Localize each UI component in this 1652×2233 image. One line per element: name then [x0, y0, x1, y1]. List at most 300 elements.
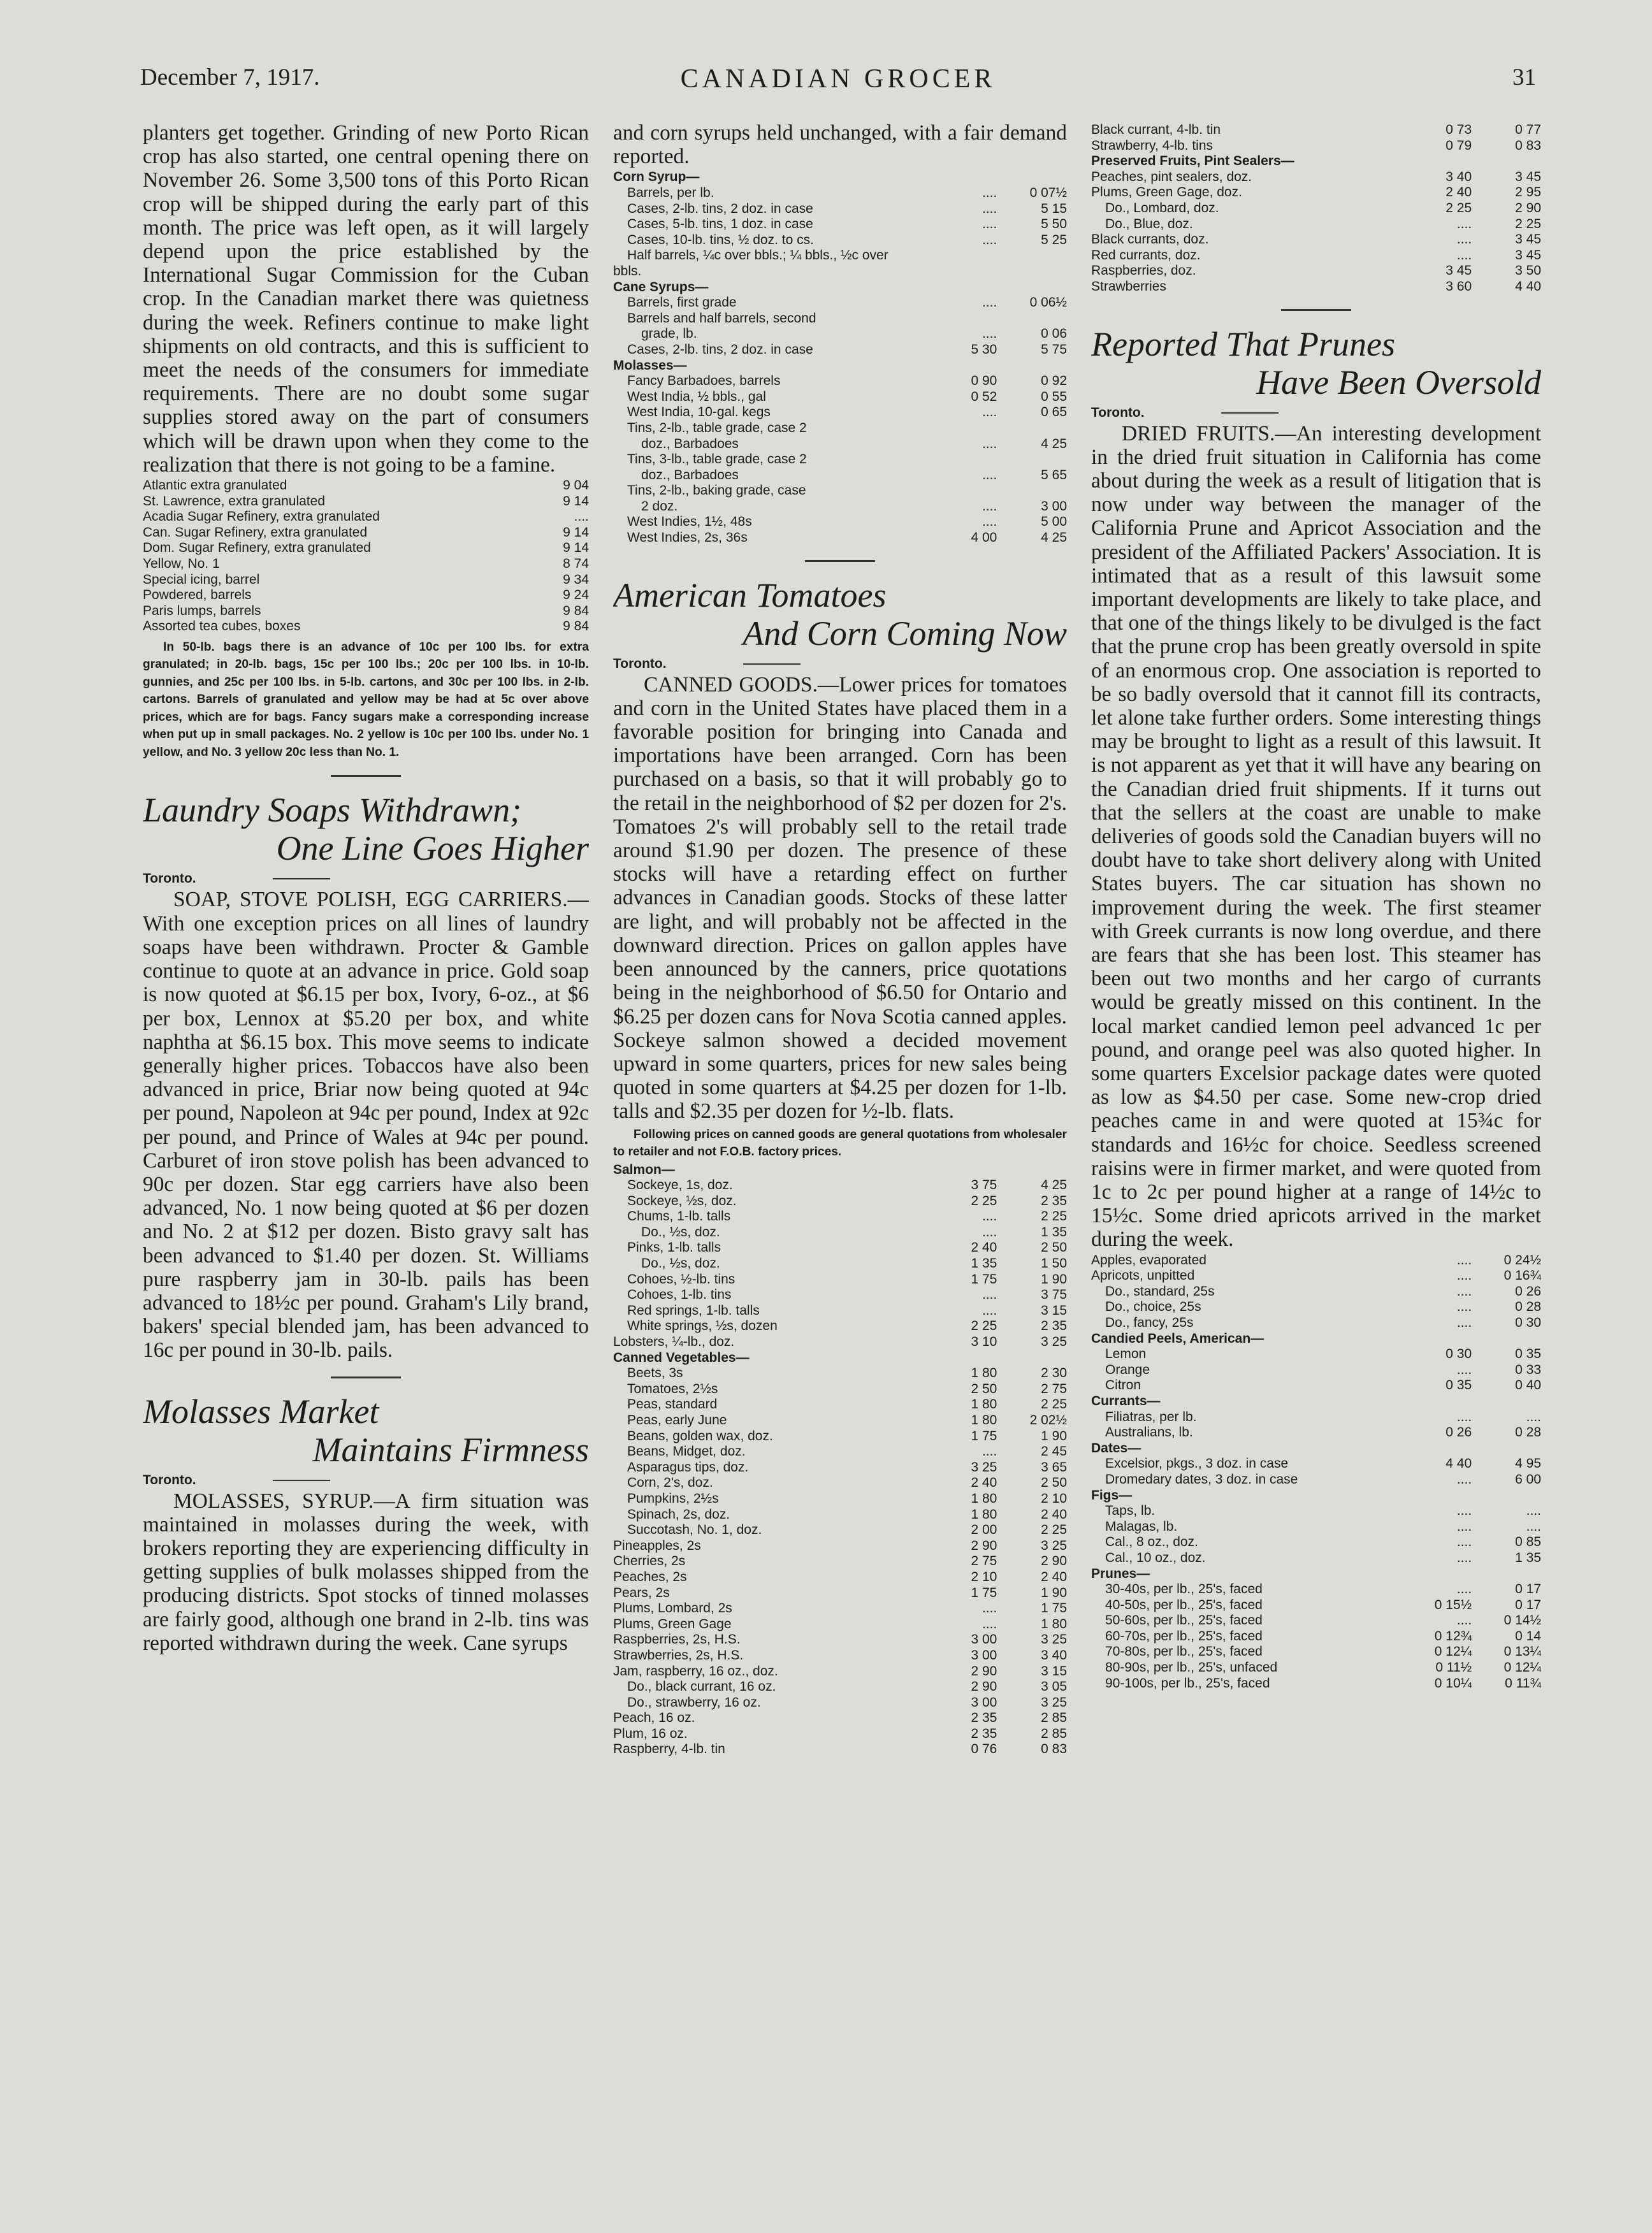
price-low: 0 30: [1446, 1347, 1472, 1362]
price-high: 2 02½: [1029, 1413, 1067, 1428]
price-low: 3 40: [1446, 169, 1472, 184]
price-item-name: Tomatoes, 2½s: [627, 1381, 718, 1396]
price-item-name: Orange: [1105, 1362, 1150, 1377]
price-high: 0 28: [1515, 1425, 1541, 1440]
price-low: 5 30: [971, 342, 997, 357]
price-row: [613, 1350, 1067, 1366]
price-low: ....: [1456, 1362, 1472, 1377]
price-low: ....: [1456, 232, 1472, 247]
price-row: [613, 499, 1067, 515]
price-row: [613, 1444, 1067, 1460]
price-low: [940, 1350, 1004, 1366]
price-item-name: Chums, 1-lb. talls: [627, 1209, 731, 1224]
price-item-name: Do., ½s, doz.: [641, 1224, 720, 1239]
price-high: 0 65: [1041, 405, 1067, 420]
price-high: ....: [574, 509, 589, 524]
divider: [1281, 309, 1351, 311]
price-low: 0 52: [971, 389, 997, 404]
price-item-name: Do., Blue, doz.: [1105, 216, 1193, 231]
price-high: 1 50: [1041, 1256, 1067, 1271]
price-high: [1478, 1566, 1541, 1582]
price-row: [613, 201, 1067, 217]
price-item-name: Plums, Green Gage: [613, 1616, 732, 1631]
price-row: [1091, 217, 1541, 233]
price-high: 4 95: [1515, 1456, 1541, 1471]
price-row: [613, 1429, 1067, 1445]
price-high: 0 92: [1041, 373, 1067, 389]
price-item-name: Jam, raspberry, 16 oz., doz.: [613, 1663, 778, 1679]
price-item-name: Acadia Sugar Refinery, extra granulated: [143, 509, 380, 524]
price-high: 0 06½: [1029, 295, 1067, 310]
price-high: 0 14½: [1503, 1613, 1541, 1628]
price-item-name: Cases, 10-lb. tins, ½ doz. to cs.: [627, 232, 814, 247]
price-low: 2 90: [971, 1663, 997, 1679]
price-row: [143, 588, 589, 603]
molasses-dateline-text: Toronto.: [143, 1472, 196, 1487]
price-high: 6 00: [1515, 1471, 1541, 1487]
price-high: 2 85: [1041, 1710, 1067, 1726]
price-item-name: Corn Syrup—: [613, 170, 700, 185]
price-row: [1091, 1441, 1541, 1457]
price-row: [1091, 185, 1541, 201]
price-row: [143, 525, 589, 541]
price-low: 2 25: [1446, 200, 1472, 215]
price-low: [464, 509, 526, 525]
tomatoes-dateline: [613, 655, 1067, 673]
price-item-name: Special icing, barrel: [143, 572, 260, 587]
price-row: [1091, 1566, 1541, 1582]
price-low: 3 00: [971, 1632, 997, 1647]
price-row: [1091, 1629, 1541, 1645]
canned-goods-note: Following prices on canned goods are general quotations from wholesaler to retailer and not F.O.B. factory prices.: [613, 1127, 1067, 1159]
price-high: 2 35: [1041, 1193, 1067, 1208]
price-item-name: Raspberries, 2s, H.S.: [613, 1632, 741, 1647]
price-item-name: Beans, golden wax, doz.: [627, 1428, 773, 1443]
price-item-name: West India, ½ bbls., gal: [627, 389, 766, 404]
price-item-name: Do., standard, 25s: [1105, 1283, 1215, 1299]
price-row: [613, 1256, 1067, 1272]
price-item-name: Cases, 2-lb. tins, 2 doz. in case: [627, 342, 813, 357]
price-row: [613, 514, 1067, 530]
price-item-name: Cane Syrups—: [613, 279, 709, 294]
price-item-name: Figs—: [1091, 1487, 1133, 1503]
price-row: [613, 1225, 1067, 1241]
price-high: 9 84: [563, 619, 589, 634]
price-row: [613, 1538, 1067, 1554]
price-low: ....: [982, 498, 997, 514]
price-low: 3 10: [971, 1334, 997, 1350]
price-row: [143, 603, 589, 619]
price-item-name: Barrels, per lb.: [627, 185, 714, 200]
price-high: 2 35: [1041, 1319, 1067, 1334]
sugar-price-table: [143, 478, 589, 635]
price-item-name: Cohoes, ½-lb. tins: [627, 1271, 735, 1287]
price-low: 2 10: [971, 1569, 997, 1584]
price-low: 1 75: [971, 1428, 997, 1443]
price-low: 0 90: [971, 373, 997, 389]
price-row: [613, 405, 1067, 421]
price-row: [613, 1162, 1067, 1178]
price-low: 1 80: [971, 1491, 997, 1506]
price-high: 1 90: [1041, 1428, 1067, 1443]
price-row: [613, 342, 1067, 358]
price-row: [613, 1554, 1067, 1570]
price-low: [940, 311, 1004, 327]
price-row: [1091, 1535, 1541, 1550]
prunes-headline-line-1: Reported That Prunes: [1091, 324, 1395, 363]
price-low: 2 25: [971, 1193, 997, 1208]
price-row: [143, 509, 589, 525]
price-low: 3 00: [971, 1647, 997, 1663]
price-item-name: Black currant, 4-lb. tin: [1091, 122, 1221, 137]
price-high: 3 25: [1041, 1695, 1067, 1710]
price-row: [1091, 1315, 1541, 1331]
price-high: 4 25: [1041, 1178, 1067, 1193]
price-row: [613, 1334, 1067, 1350]
price-item-name: Candied Peels, American—: [1091, 1331, 1264, 1346]
price-high: 0 17: [1515, 1597, 1541, 1612]
price-high: [1478, 1488, 1541, 1504]
price-row: [1091, 1331, 1541, 1347]
price-high: 0 24½: [1503, 1252, 1541, 1268]
price-item-name: doz., Barbadoes: [641, 467, 739, 482]
price-high: 2 95: [1515, 185, 1541, 200]
price-row: [613, 1209, 1067, 1225]
price-item-name: Beets, 3s: [627, 1366, 683, 1381]
price-low: [940, 280, 1004, 296]
price-low: 0 79: [1446, 138, 1472, 153]
price-low: [940, 1162, 1004, 1178]
price-row: [1091, 201, 1541, 217]
price-low: 3 25: [971, 1459, 997, 1475]
price-low: 0 35: [1446, 1378, 1472, 1393]
price-row: [613, 1742, 1067, 1758]
price-row: [613, 1586, 1067, 1601]
price-low: ....: [1456, 216, 1472, 231]
price-row: [1091, 1347, 1541, 1362]
price-high: [1003, 248, 1067, 264]
price-low: ....: [982, 326, 997, 342]
price-low: ....: [982, 467, 997, 482]
price-row: [1091, 1644, 1541, 1660]
divider: [331, 1377, 401, 1378]
price-high: 5 50: [1041, 217, 1067, 232]
prunes-headline: [1091, 325, 1541, 401]
price-low: ....: [1456, 1315, 1472, 1331]
price-low: 0 26: [1446, 1425, 1472, 1440]
price-row: [613, 1695, 1067, 1711]
price-low: [940, 248, 1004, 264]
price-high: 1 80: [1041, 1616, 1067, 1631]
price-row: [1091, 248, 1541, 264]
price-high: 5 25: [1041, 232, 1067, 247]
price-high: ....: [1526, 1503, 1541, 1519]
divider: [331, 775, 401, 777]
price-item-name: Plum, 16 oz.: [613, 1726, 688, 1741]
price-row: [613, 185, 1067, 201]
price-row: [613, 1475, 1067, 1491]
price-high: 0 85: [1515, 1535, 1541, 1550]
price-low: 2 90: [971, 1679, 997, 1695]
price-high: 8 74: [563, 556, 589, 572]
price-low: 1 35: [971, 1256, 997, 1271]
price-row: [613, 358, 1067, 374]
price-item-name: Pumpkins, 2½s: [627, 1491, 719, 1506]
price-row: [1091, 1613, 1541, 1629]
price-row: [143, 478, 589, 494]
price-high: 0 83: [1041, 1742, 1067, 1757]
price-low: 4 00: [971, 530, 997, 546]
price-high: 9 14: [563, 493, 589, 509]
price-row: [613, 264, 1067, 280]
price-high: 5 65: [1041, 467, 1067, 482]
price-low: ....: [1456, 1582, 1472, 1597]
price-high: 0 06: [1041, 326, 1067, 342]
price-high: ....: [1526, 1519, 1541, 1534]
price-row: [1091, 1519, 1541, 1535]
price-row: [1091, 122, 1541, 138]
tomatoes-headline-line-2: And Corn Coming Now: [743, 614, 1067, 653]
price-high: 5 15: [1041, 201, 1067, 216]
price-item-name: Paris lumps, barrels: [143, 603, 261, 618]
price-low: ....: [982, 1616, 997, 1631]
price-item-name: Atlantic extra granulated: [143, 478, 287, 493]
price-row: [1091, 1362, 1541, 1378]
price-item-name: Cases, 5-lb. tins, 1 doz. in case: [627, 217, 813, 232]
price-high: 3 65: [1041, 1459, 1067, 1475]
price-row: [1091, 1582, 1541, 1598]
price-low: [940, 421, 1004, 437]
price-item-name: Dom. Sugar Refinery, extra granulated: [143, 540, 371, 556]
price-item-name: bbls.: [613, 263, 642, 278]
price-row: [613, 1679, 1067, 1695]
price-row: [1091, 1676, 1541, 1692]
price-row: [1091, 1598, 1541, 1614]
price-low: 0 15½: [1434, 1597, 1472, 1612]
price-item-name: Peas, standard: [627, 1397, 718, 1412]
price-low: ....: [982, 1209, 997, 1224]
price-item-name: Prunes—: [1091, 1566, 1150, 1581]
price-row: [1091, 1550, 1541, 1566]
price-low: [940, 264, 1004, 280]
price-item-name: Half barrels, ¼c over bbls.; ¼ bbls., ½c over: [627, 248, 888, 263]
column-3: [1091, 121, 1541, 2128]
soaps-dateline-text: Toronto.: [143, 871, 196, 886]
price-row: [1091, 1503, 1541, 1519]
molasses-headline: [143, 1392, 589, 1469]
price-high: 0 40: [1515, 1378, 1541, 1393]
price-item-name: White springs, ½s, dozen: [627, 1319, 778, 1334]
price-item-name: Red currants, doz.: [1091, 247, 1201, 263]
price-low: 3 45: [1446, 263, 1472, 278]
price-low: ....: [1456, 1252, 1472, 1268]
price-high: 3 40: [1041, 1647, 1067, 1663]
column-1: [143, 121, 589, 2128]
price-high: 2 10: [1041, 1491, 1067, 1506]
price-high: 2 40: [1041, 1569, 1067, 1584]
divider: [805, 560, 875, 562]
price-high: 3 25: [1041, 1538, 1067, 1553]
price-high: 0 26: [1515, 1283, 1541, 1299]
price-item-name: Red springs, 1-lb. talls: [627, 1303, 760, 1318]
price-high: 3 50: [1515, 263, 1541, 278]
price-item-name: Barrels and half barrels, second: [627, 310, 816, 326]
price-low: ....: [982, 436, 997, 451]
price-high: 9 84: [563, 603, 589, 618]
price-row: [613, 1287, 1067, 1303]
price-row: [1091, 1472, 1541, 1488]
price-row: [613, 1522, 1067, 1538]
price-high: 1 35: [1041, 1224, 1067, 1239]
price-item-name: Do., black currant, 16 oz.: [627, 1679, 776, 1695]
sugar-article-text: planters get together. Grinding of new Porto Rican crop has also started, one central opening there on November 26. Some 3,500 tons of this Porto Rican crop will be shipped during the early part of this month. The price was left open, as it will largely depend upon the price established by the International Sugar Commission for the Cuban crop. In the Canadian market there was quietness during the week. Refiners continue to make light shipments on old contracts, and this is sufficient to meet the needs of the consumers for immediate requirements. There are no doubt some sugar supplies stored away on the part of consumers which will be drawn upon when they come to the realization that there is not going to be a famine.: [143, 121, 589, 477]
price-high: 2 90: [1515, 200, 1541, 215]
price-high: [1003, 170, 1067, 185]
price-low: [940, 358, 1004, 374]
price-item-name: 80-90s, per lb., 25's, unfaced: [1105, 1660, 1278, 1675]
price-item-name: Pineapples, 2s: [613, 1538, 701, 1553]
price-row: [1091, 170, 1541, 185]
price-item-name: Dates—: [1091, 1440, 1141, 1456]
price-high: 3 75: [1041, 1287, 1067, 1303]
price-item-name: Cherries, 2s: [613, 1554, 686, 1569]
price-low: 1 80: [971, 1413, 997, 1428]
soaps-headline-line-1: Laundry Soaps Withdrawn;: [143, 791, 522, 830]
price-low: [464, 494, 526, 510]
price-item-name: Do., Lombard, doz.: [1105, 200, 1219, 215]
price-row: [613, 1460, 1067, 1476]
price-item-name: Excelsior, pkgs., 3 doz. in case: [1105, 1456, 1289, 1471]
price-high: 0 16¾: [1503, 1268, 1541, 1283]
price-row: [613, 170, 1067, 185]
price-high: 2 90: [1041, 1554, 1067, 1569]
syrup-price-table: [613, 170, 1067, 546]
price-row: [143, 540, 589, 556]
price-low: 3 60: [1446, 278, 1472, 294]
price-row: [613, 421, 1067, 437]
price-high: 0 07½: [1029, 185, 1067, 200]
price-row: [613, 326, 1067, 342]
tomatoes-article-text: CANNED GOODS.—Lower prices for tomatoes and corn in the United States have placed them in a favorable position for bringing into Canada and importations have been arranged. Corn has been purchased on a basis, so that it will probably go to the retail in the neighborhood of $2 per dozen for 2's. Tomatoes 2's will probably sell to the retail trade around $1.90 per dozen. The presence of these stocks will have a retarding effect on further advances in Canadian goods. Stocks of these latter are light, and will probably not be affected in the downward direction. Prices on gallon apples have been announced by the canners, price quotations being in the neighborhood of $6.50 for Ontario and $6.25 per dozen cans for Nova Scotia canned apples. Sockeye salmon showed a decided movement upward in some quarters, prices for new sales being quoted in some quarters at $4.25 per dozen for 1-lb. talls and $2.35 per dozen for ½-lb. flats.: [613, 672, 1067, 1124]
price-item-name: 40-50s, per lb., 25's, faced: [1105, 1597, 1263, 1612]
price-row: [1091, 263, 1541, 279]
price-item-name: Plums, Green Gage, doz.: [1091, 185, 1242, 200]
soaps-article-text: SOAP, STOVE POLISH, EGG CARRIERS.—With one exception prices on all lines of laundry soaps have been withdrawn. Procter & Gamble continue to quote at an advance in price. Gold soap is now quoted at $6.15 per box, Ivory, 6-oz., at $6 per box, Lennox at $5.20 per box, and white naphtha at $6.15 box. This move seems to indicate generally higher prices. Tobaccos have also been advanced in price, Briar now being quoted at 94c per pound, Napoleon at 94c per pound, Index at 92c per pound, and Prince of Wales at 94c per pound. Carburet of iron stove polish has been advanced to 90c per dozen. Star egg carriers have also been advanced, No. 1 now being quoted at $6 per dozen and No. 2 at $12 per dozen. Bisto gravy salt has been advanced to $1.40 per dozen. St. Williams pure raspberry jam in 30-lb. pails has been advanced to 18½c per pound. Graham's Lily brand, bakers' special blended jam, has been advanced to 16c per pound in 30-lb. pails.: [143, 888, 589, 1362]
price-item-name: Apricots, unpitted: [1091, 1268, 1195, 1283]
price-low: 2 40: [971, 1475, 997, 1491]
price-item-name: Peach, 16 oz.: [613, 1710, 695, 1726]
price-row: [613, 1397, 1067, 1413]
price-item-name: Pears, 2s: [613, 1585, 670, 1600]
page-number: 31: [1512, 64, 1536, 90]
price-low: [1415, 1331, 1478, 1347]
price-low: 2 00: [971, 1522, 997, 1538]
price-item-name: Barrels, first grade: [627, 295, 737, 310]
price-high: 2 25: [1041, 1209, 1067, 1224]
price-item-name: Tins, 3-lb., table grade, case 2: [627, 452, 807, 467]
price-high: [1478, 154, 1541, 170]
price-row: [1091, 1394, 1541, 1410]
price-high: [1478, 1441, 1541, 1457]
price-row: [1091, 232, 1541, 248]
price-item-name: Pinks, 1-lb. talls: [627, 1240, 721, 1255]
tomatoes-headline: [613, 576, 1067, 653]
price-low: 1 80: [971, 1397, 997, 1412]
price-row: [613, 280, 1067, 296]
price-row: [613, 452, 1067, 468]
price-item-name: Strawberries, 2s, H.S.: [613, 1647, 744, 1663]
price-item-name: Peaches, pint sealers, doz.: [1091, 169, 1252, 184]
price-high: 0 33: [1515, 1362, 1541, 1377]
price-item-name: Corn, 2's, doz.: [627, 1475, 713, 1491]
price-low: 2 40: [1446, 185, 1472, 200]
price-item-name: Do., fancy, 25s: [1105, 1315, 1194, 1331]
price-high: 0 14: [1515, 1628, 1541, 1644]
price-low: 2 75: [971, 1554, 997, 1569]
price-low: ....: [1456, 1519, 1472, 1534]
price-high: 0 77: [1515, 122, 1541, 137]
price-high: [1003, 421, 1067, 437]
price-row: [613, 483, 1067, 499]
price-low: ....: [1456, 1409, 1472, 1424]
price-item-name: Salmon—: [613, 1162, 675, 1177]
price-item-name: Raspberries, doz.: [1091, 263, 1196, 278]
price-item-name: Strawberries: [1091, 278, 1166, 294]
price-item-name: Taps, lb.: [1105, 1503, 1156, 1519]
price-low: ....: [982, 1224, 997, 1239]
price-row: [613, 311, 1067, 327]
price-high: 2 85: [1041, 1726, 1067, 1741]
price-low: ....: [1456, 1613, 1472, 1628]
price-low: 0 12¾: [1434, 1628, 1472, 1644]
price-item-name: grade, lb.: [641, 326, 697, 342]
price-low: 2 25: [971, 1319, 997, 1334]
molasses-article-text: MOLASSES, SYRUP.—A firm situation was maintained in molasses during the week, with brokers reporting they are experiencing difficulty in getting supplies of bulk molasses shipped from the producing districts. Spot stocks of tinned molasses are fairly good, although one brand in 2-lb. tins was reported withdrawn during the week. Cane syrups: [143, 1489, 589, 1655]
price-item-name: West Indies, 1½, 48s: [627, 514, 752, 530]
sugar-note: In 50-lb. bags there is an advance of 10c per 100 lbs. for extra granulated; in 20-lb. bags, 15c per 100 lbs.; 20c per 100 lbs. in 10-lb. gunnies, and 25c per 100 lbs. in 5-lb. cartons, and 30c per 100 lbs. in 2-lb. cartons. Barrels of granulated and yellow may be had at 5c over above prices, which are for bags. Fancy sugars make a corresponding increase when put up in small packages. No. 2 yellow is 10c per 100 lbs. under No. 1 yellow, and No. 3 yellow 20c less than No. 1.: [143, 640, 589, 759]
price-high: 1 90: [1041, 1271, 1067, 1287]
price-row: [143, 494, 589, 510]
price-low: [464, 619, 526, 635]
price-high: 2 50: [1041, 1240, 1067, 1255]
price-row: [613, 389, 1067, 405]
price-item-name: Filiatras, per lb.: [1105, 1409, 1197, 1424]
price-item-name: doz., Barbadoes: [641, 436, 739, 451]
price-high: 2 45: [1041, 1444, 1067, 1459]
price-high: 0 28: [1515, 1299, 1541, 1315]
price-high: [1003, 280, 1067, 296]
price-row: [613, 1303, 1067, 1319]
price-high: 0 12¼: [1503, 1660, 1541, 1675]
price-row: [613, 295, 1067, 311]
price-row: [613, 530, 1067, 546]
price-row: [1091, 1299, 1541, 1315]
price-low: [940, 483, 1004, 499]
price-low: 3 00: [971, 1695, 997, 1710]
price-high: 1 35: [1515, 1550, 1541, 1565]
price-item-name: 2 doz.: [641, 498, 678, 514]
price-item-name: Asparagus tips, doz.: [627, 1459, 749, 1475]
price-high: 9 14: [563, 540, 589, 556]
price-row: [613, 1319, 1067, 1334]
price-high: ....: [1526, 1409, 1541, 1424]
molasses-headline-line-1: Molasses Market: [143, 1392, 379, 1431]
price-row: [613, 1664, 1067, 1680]
page-header: [140, 64, 1536, 102]
issue-date: December 7, 1917.: [140, 64, 320, 90]
price-item-name: 30-40s, per lb., 25's, faced: [1105, 1582, 1263, 1597]
price-low: 4 40: [1446, 1456, 1472, 1471]
